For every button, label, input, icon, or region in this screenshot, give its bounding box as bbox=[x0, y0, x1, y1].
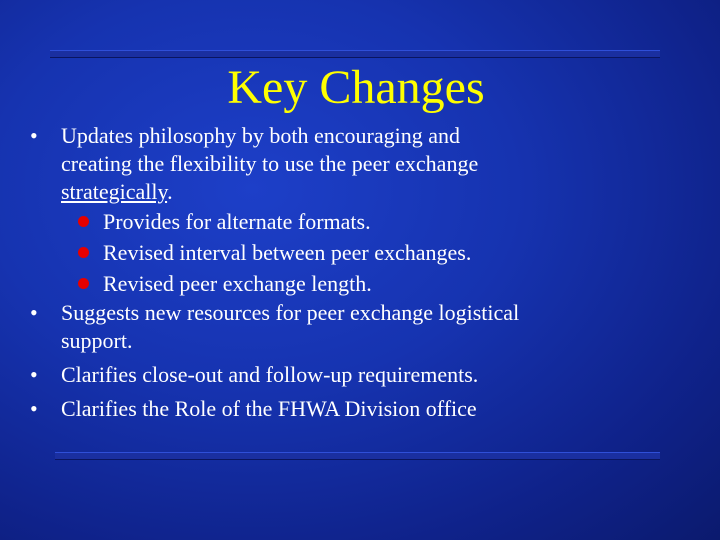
bullet-line: Suggests new resources for peer exchange logistical bbox=[61, 300, 520, 325]
bullet-line: Clarifies close-out and follow-up requirements. bbox=[61, 362, 479, 387]
red-dot-icon bbox=[78, 278, 89, 289]
bullet-line: support. bbox=[61, 328, 133, 353]
slide-body bbox=[30, 122, 690, 423]
red-dot-icon bbox=[78, 247, 89, 258]
bullet-line: Clarifies the Role of the FHWA Division office bbox=[61, 396, 477, 421]
sub-bullet-item bbox=[30, 268, 690, 299]
bullet-item bbox=[30, 361, 690, 389]
bullet-text bbox=[61, 122, 690, 206]
bullet-line bbox=[61, 178, 690, 206]
bullet-text bbox=[61, 299, 690, 355]
sub-bullet-text: Revised interval between peer exchanges. bbox=[103, 240, 472, 265]
bullet-item bbox=[30, 299, 690, 355]
sub-bullet-text: Revised peer exchange length. bbox=[103, 271, 372, 296]
bullet-glyph: • bbox=[30, 362, 38, 387]
bullet-text bbox=[61, 361, 690, 389]
sub-bullet-item bbox=[30, 206, 690, 237]
bullet-punctuation: . bbox=[167, 179, 173, 204]
bottom-divider bbox=[55, 452, 660, 459]
bullet-glyph: • bbox=[30, 123, 38, 148]
bullet-item bbox=[30, 395, 690, 423]
underlined-word: strategically bbox=[61, 179, 168, 204]
bullet-glyph: • bbox=[30, 396, 38, 421]
bullet-glyph: • bbox=[30, 300, 38, 325]
bullet-line: Updates philosophy by both encouraging and bbox=[61, 123, 460, 148]
slide-title: Key Changes bbox=[227, 61, 485, 114]
red-dot-icon bbox=[78, 216, 89, 227]
sub-bullet-text: Provides for alternate formats. bbox=[103, 209, 371, 234]
bullet-line: creating the flexibility to use the peer exchange bbox=[61, 151, 479, 176]
sub-bullet-item bbox=[30, 237, 690, 268]
bullet-text bbox=[61, 395, 690, 423]
bullet-item bbox=[30, 122, 690, 206]
top-divider bbox=[50, 50, 660, 57]
